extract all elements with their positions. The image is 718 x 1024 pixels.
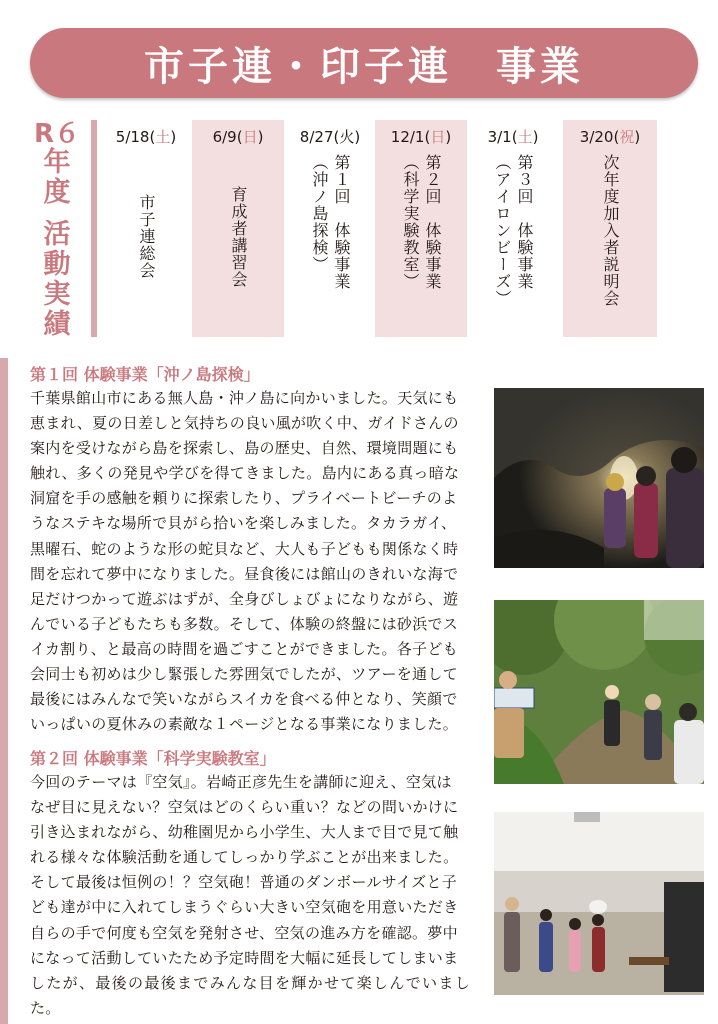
schedule-item-2 bbox=[192, 120, 284, 337]
classroom-illustration bbox=[494, 812, 704, 995]
year-char: 動 bbox=[43, 249, 71, 280]
section1-heading: 第１回 体験事業「沖ノ島探検」 bbox=[30, 365, 260, 384]
schedule-item-6 bbox=[563, 120, 657, 337]
divider-line bbox=[91, 120, 97, 337]
section1-body: 千葉県館山市にある無人島・沖ノ島に向かいました。天気にも 恵まれ、夏の日差しと気持ちの良い風が吹く中、ガイドさんの 案内を受けながら島を探索し、島の歴史、自然、環境問題にも 触れ、多くの発見や学びを得てきました。島内にある真っ暗な 洞窟を手の感触を頼りに探索したり、プライベートビーチのよ うなステキな場所で貝がら拾いを楽しみました。タカラガイ、 黒曜石、蛇のような形の蛇貝など、大人も子どもも関係なく時 間を忘れて夢中になりました。昼食後には館山のきれいな海で 足だけつかって遊ぶはずが、全身びしょびょになりながら、遊 んでいる子どもたちも多数。そして、体験の終盤には砂浜でス イカ割り、と最高の時間を過ごすことができました。各子ども 会同士も初めは少し緊張した雰囲気でしたが、ツアーを通して 最後にはみんなで笑いながらスイカを食べる仲となり、笑顔で いっぱいの夏休みの素敵な１ページとなる事業になりました。 bbox=[30, 389, 460, 734]
section2-body: 今回のテーマは『空気』。岩崎正彦先生を講師に迎え、空気は なぜ目に見えない？空気はどのくらい重い？などの問いかけに 引き込まれながら、幼稚園児から小学生、大人まで目で見て触 れる様々な体験活動を通してしっかり学ぶことが出来ました。 そして最後は恒例の！？空気砲！普通のダンボールサイズと子 ども達が中に入れてしまうぐらい大きい空気砲を用意いただき 自らの手で何度も空気を発射させ、空気の進み方を確認。夢中 になって活動していたため予定時間を大幅に延長してしまいま したが、最後の最後までみんな目を輝かせて楽しんでいました。 bbox=[30, 773, 470, 1017]
schedule-date: 3/1(土) bbox=[487, 128, 539, 146]
schedule-date: 12/1(日) bbox=[390, 128, 452, 146]
year-char: 年 bbox=[43, 147, 71, 178]
schedule-item-4 bbox=[375, 120, 467, 337]
side-accent-bar bbox=[0, 358, 8, 1024]
forest-illustration bbox=[494, 600, 704, 784]
year-char: 度 bbox=[43, 177, 71, 208]
title-banner bbox=[30, 28, 698, 98]
schedule-date: 5/18(土) bbox=[115, 128, 177, 146]
classroom-photo bbox=[494, 812, 704, 995]
cave-illustration bbox=[494, 388, 704, 568]
page-title: 市子連・印子連 事業 bbox=[144, 43, 584, 90]
schedule-item-3 bbox=[286, 120, 374, 337]
schedule-item-5 bbox=[469, 120, 557, 337]
schedule-text: 育成者講習会 bbox=[229, 186, 248, 288]
cave-photo bbox=[494, 388, 704, 568]
section2-heading: 第２回 体験事業「科学実験教室」 bbox=[30, 749, 276, 768]
schedule-date: 3/20(祝) bbox=[579, 128, 641, 146]
year-label bbox=[32, 120, 82, 340]
year-r6: R６ bbox=[33, 119, 81, 149]
schedule-text: 市子連総会 bbox=[137, 194, 156, 279]
schedule-text: 次年度加入者説明会 bbox=[601, 154, 620, 307]
schedule-text: 第１回 体験事業 （沖ノ島探検） bbox=[310, 154, 351, 290]
schedule-text: 第２回 体験事業 （科学実験教室） bbox=[401, 154, 442, 290]
schedule-item-1 bbox=[102, 120, 190, 337]
forest-photo bbox=[494, 600, 704, 784]
schedule-date: 8/27(火) bbox=[299, 128, 361, 146]
schedule-date: 6/9(日) bbox=[212, 128, 264, 146]
year-char: 実 bbox=[43, 279, 71, 310]
year-char: 績 bbox=[43, 309, 71, 340]
schedule-text: 第３回 体験事業 （アイロンビーズ） bbox=[493, 154, 534, 307]
year-char: 活 bbox=[43, 219, 71, 250]
